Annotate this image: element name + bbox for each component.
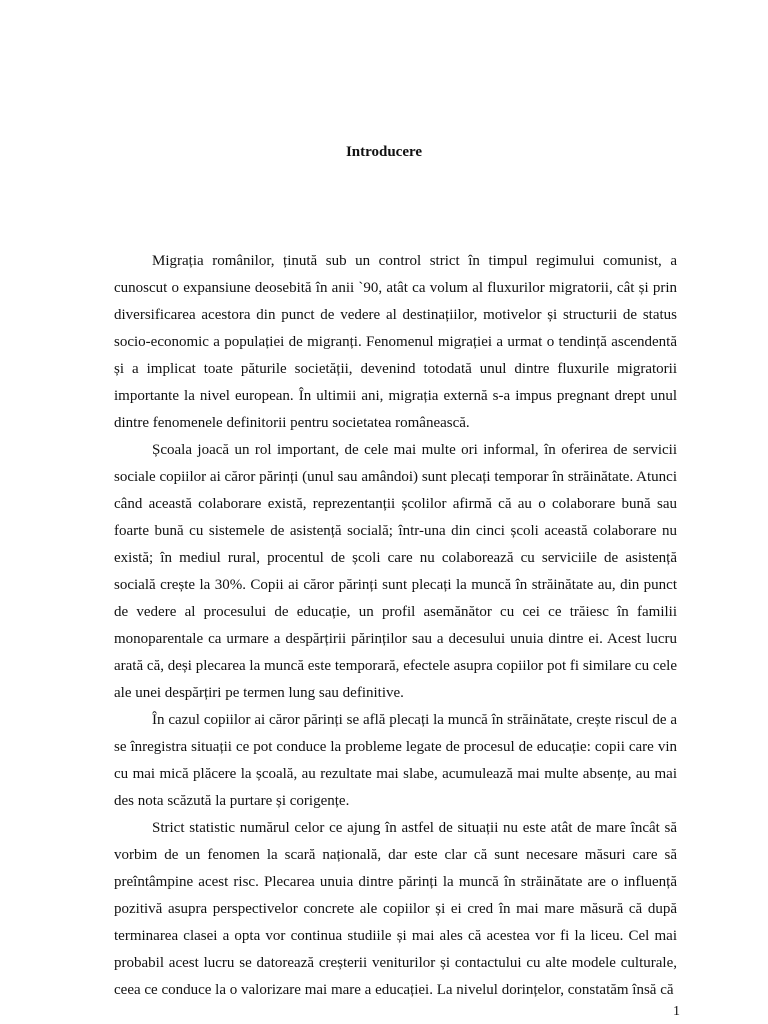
page-title: Introducere	[345, 144, 423, 160]
paragraph-3: În cazul copiilor ai căror părinți se află plecați la muncă în străinătate, crește riscul de a se înregistra situații ce pot conduce la probleme legate de procesul de educație: copii care vin cu mai mică plăcere la școală, au rezultate mai slabe, acumulează mai multe absențe, au mai des nota scăzută la purtare și corigențe.	[114, 712, 677, 809]
document-body	[114, 248, 677, 1004]
page-number: 1	[673, 1004, 680, 1019]
paragraph-4: Strict statistic numărul celor ce ajung în astfel de situații nu este atât de mare încât să vorbim de un fenomen la scară națională, dar este clar că sunt necesare măsuri care să preîntâmpine acest risc. Plecarea unuia dintre părinți la muncă în străinătate are o influență pozitivă asupra perspectivelor concrete ale copiilor și ei cred în mai mare măsură că după terminarea clasei a opta vor continua studiile și mai ales că acestea vor fi la liceu. Cel mai probabil acest lucru se datorează creșterii veniturilor și contactului cu alte modele culturale, ceea ce conduce la o valorizare mai mare a educației. La nivelul dorințelor, constatăm însă că	[114, 820, 677, 998]
paragraph-2: Școala joacă un rol important, de cele mai multe ori informal, în oferirea de servicii sociale copiilor ai căror părinți (unul sau amândoi) sunt plecați temporar în străinătate. Atunci când această colaborare există, reprezentanții școlilor afirmă că au o colaborare bună sau foarte bună cu sistemele de asistență socială; într-una din cinci școli această colaborare nu există; în mediul rural, procentul de școli care nu colaborează cu serviciile de asistență socială crește la 30%. Copii ai căror părinți sunt plecați la muncă în străinătate au, din punct de vedere al procesului de educație, un profil asemănător cu cei ce trăiesc în familii monoparentale ca urmare a despărțirii părinților sau a decesului unuia dintre ei. Acest lucru arată că, deși plecarea la muncă este temporară, efectele asupra copiilor pot fi similare cu cele ale unei despărțiri pe termen lung sau definitive.	[114, 442, 677, 701]
paragraph-1: Migrația românilor, ținută sub un control strict în timpul regimului comunist, a cunoscut o expansiune deosebită în anii `90, atât ca volum al fluxurilor migratorii, cât și prin diversificarea acestora din punct de vedere al destinațiilor, motivelor și structurii de status socio-economic a populației de migranți. Fenomenul migrației a urmat o tendință ascendentă și a implicat toate păturile societății, devenind totodată unul dintre fluxurile migratorii importante la nivel european. În ultimii ani, migrația externă s-a impus pregnant drept unul dintre fenomenele definitorii pentru societatea românească.	[114, 253, 677, 431]
